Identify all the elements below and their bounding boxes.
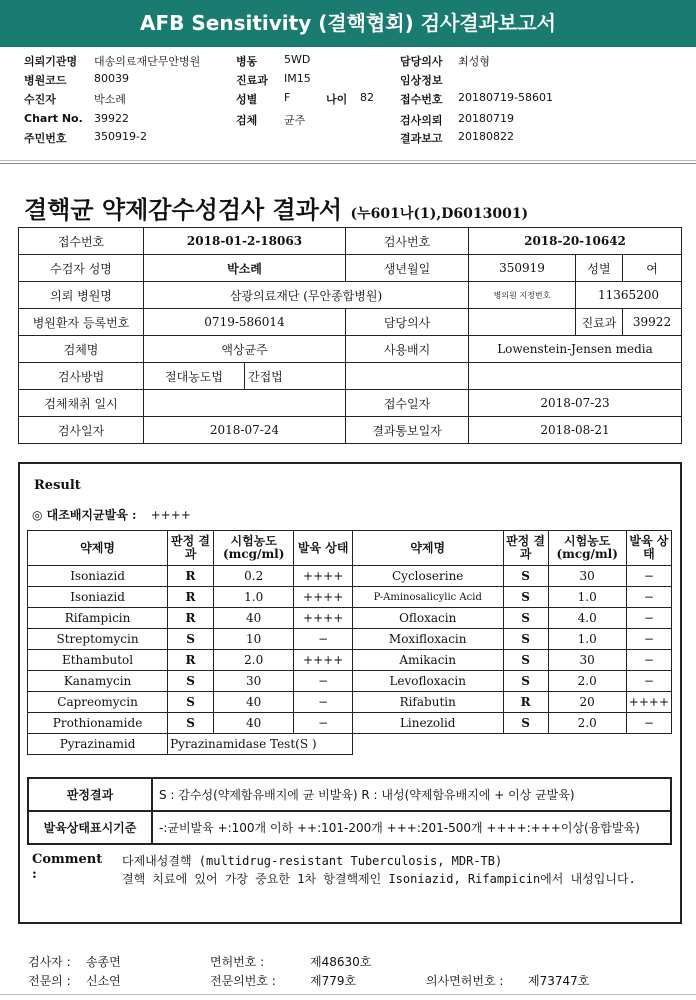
drug-concentration: 10 xyxy=(213,629,293,650)
col-header: 약제명 xyxy=(28,531,168,566)
table-row xyxy=(28,692,672,713)
header-label: 접수번호 xyxy=(400,93,443,106)
header-label: 검체 xyxy=(236,114,258,127)
drug-result: S xyxy=(503,629,548,650)
drug-growth: − xyxy=(626,587,671,608)
col-header: 판정 결과 xyxy=(503,531,548,566)
judge-text: S : 감수성(약제함유배지에 균 비발육) R : 내성(약제함유배지에 + 이상 균발육) xyxy=(152,778,671,811)
info-label: 결과통보일자 xyxy=(346,417,469,444)
drug-name: Kanamycin xyxy=(28,671,168,692)
pza-test: Pyrazinamidase Test(S ) xyxy=(168,734,353,755)
drug-name: Ofloxacin xyxy=(352,608,503,629)
drug-concentration: 30 xyxy=(548,650,626,671)
drug-growth: − xyxy=(294,671,353,692)
header-label: 성별 xyxy=(236,93,258,106)
col-header: 약제명 xyxy=(352,531,503,566)
title-main: 결핵균 약제감수성검사 결과서 xyxy=(24,195,343,224)
drug-growth: ++++ xyxy=(294,566,353,587)
header-value: 균주 xyxy=(284,114,306,127)
comment-label: Comment : xyxy=(32,852,103,882)
info-label: 검체명 xyxy=(19,336,144,363)
header-label: Chart No. xyxy=(24,112,83,125)
control-value: ++++ xyxy=(150,508,191,522)
divider xyxy=(0,163,696,164)
header-label: 수진자 xyxy=(24,93,56,106)
drug-growth: − xyxy=(294,713,353,734)
result-title: Result xyxy=(34,478,81,493)
col-header: 시험농도 (mcg/ml) xyxy=(213,531,293,566)
info-value: 350919 xyxy=(469,255,576,282)
table-row xyxy=(28,671,672,692)
drug-result: R xyxy=(168,650,214,671)
drug-growth: − xyxy=(626,629,671,650)
drug-growth: − xyxy=(626,713,671,734)
info-value: 2018-07-23 xyxy=(469,390,682,417)
growth-text: -:균비발육 +:100개 이하 ++:101-200개 +++:201-500개 ++++:+++이상(융합발육) xyxy=(152,811,671,844)
drug-concentration: 1.0 xyxy=(213,587,293,608)
drug-growth: ++++ xyxy=(294,650,353,671)
info-value: 0719-586014 xyxy=(144,309,346,336)
header-value: 20180822 xyxy=(458,130,514,143)
header-value: 20180719-58601 xyxy=(458,91,553,104)
drug-name: Prothionamide xyxy=(28,713,168,734)
drug-name: Capreomycin xyxy=(28,692,168,713)
info-value: 39922 xyxy=(623,309,682,336)
table-row xyxy=(28,713,672,734)
drug-concentration: 2.0 xyxy=(548,671,626,692)
info-value: 간접법 xyxy=(245,363,346,390)
col-header: 발육 상태 xyxy=(294,531,353,566)
drug-result: S xyxy=(503,650,548,671)
header-value: 대송의료재단무안병원 xyxy=(94,55,201,68)
drug-concentration: 2.0 xyxy=(548,713,626,734)
info-value: 2018-08-21 xyxy=(469,417,682,444)
header-value: 20180719 xyxy=(458,112,514,125)
document-title xyxy=(24,190,528,225)
header-label: 나이 xyxy=(326,93,348,106)
table-row xyxy=(28,608,672,629)
info-value: 2018-01-2-18063 xyxy=(144,228,346,255)
drug-result: S xyxy=(503,566,548,587)
drug-result: R xyxy=(168,566,214,587)
drug-result: S xyxy=(503,671,548,692)
empty-cell xyxy=(352,734,671,755)
header-value: IM15 xyxy=(284,72,311,85)
header-value: F xyxy=(284,91,291,104)
info-value: 삼광의료재단 (무안종합병원) xyxy=(144,282,469,309)
drug-growth: − xyxy=(626,671,671,692)
header-label: 담당의사 xyxy=(400,55,443,68)
info-value: 11365200 xyxy=(576,282,682,309)
info-label: 의뢰 병원명 xyxy=(19,282,144,309)
drug-concentration: 1.0 xyxy=(548,629,626,650)
growth-label: 발육상태표시기준 xyxy=(28,811,152,844)
info-label: 담당의사 xyxy=(346,309,469,336)
info-value: 박소례 xyxy=(144,255,346,282)
info-label: 검사번호 xyxy=(346,228,469,255)
drug-name: Isoniazid xyxy=(28,566,168,587)
drug-growth: − xyxy=(294,629,353,650)
col-header: 시험농도 (mcg/ml) xyxy=(548,531,626,566)
info-label: 접수번호 xyxy=(19,228,144,255)
patient-info-table xyxy=(18,227,682,444)
col-header: 판정 결과 xyxy=(168,531,214,566)
footer-value: 제48630호 xyxy=(310,955,372,969)
header-label: 진료과 xyxy=(236,74,268,87)
drug-growth: − xyxy=(626,566,671,587)
control-label: ◎ 대조배지균발육 : xyxy=(32,508,137,522)
drug-growth: ++++ xyxy=(626,692,671,713)
drug-result: S xyxy=(503,587,548,608)
divider xyxy=(0,994,696,995)
drug-concentration: 2.0 xyxy=(213,650,293,671)
report-banner: AFB Sensitivity (결핵협회) 검사결과보고서 xyxy=(0,0,696,47)
info-label: 성별 xyxy=(576,255,623,282)
drug-result: R xyxy=(503,692,548,713)
drug-concentration: 1.0 xyxy=(548,587,626,608)
footer-value: 제779호 xyxy=(310,974,357,988)
title-code: (누601나(1),D6013001) xyxy=(350,206,529,222)
col-header: 발육 상태 xyxy=(626,531,671,566)
info-label: 병원환자 등록번호 xyxy=(19,309,144,336)
drug-name: Rifampicin xyxy=(28,608,168,629)
drug-growth: ++++ xyxy=(294,608,353,629)
divider xyxy=(0,160,696,161)
drug-name: Cycloserine xyxy=(352,566,503,587)
header-label: 임상정보 xyxy=(400,74,443,87)
drug-name: Streptomycin xyxy=(28,629,168,650)
footer-label: 전문의 : xyxy=(28,974,71,988)
info-empty xyxy=(469,363,682,390)
header-value: 82 xyxy=(360,91,374,104)
info-label: 검사방법 xyxy=(19,363,144,390)
judge-label: 판정결과 xyxy=(28,778,152,811)
footer-value: 송종면 xyxy=(86,955,121,969)
info-value: 여 xyxy=(623,255,682,282)
drug-growth: ++++ xyxy=(294,587,353,608)
header-value: 5WD xyxy=(284,53,311,66)
control-growth xyxy=(32,506,191,523)
header-value: 80039 xyxy=(94,72,129,85)
footer-value: 신소연 xyxy=(86,974,121,988)
header-label: 결과보고 xyxy=(400,132,443,145)
info-label: 병의원 지정번호 xyxy=(469,282,576,309)
drug-result: S xyxy=(168,713,214,734)
table-row xyxy=(28,650,672,671)
info-value: 2018-20-10642 xyxy=(469,228,682,255)
footer-label: 전문의번호 : xyxy=(210,974,276,988)
drug-result: S xyxy=(168,629,214,650)
footer-label: 의사면허번호 : xyxy=(426,974,504,988)
info-label: 진료과 xyxy=(576,309,623,336)
header-value: 350919-2 xyxy=(94,130,147,143)
result-section xyxy=(18,462,682,924)
drug-name: Levofloxacin xyxy=(352,671,503,692)
info-label: 수검자 성명 xyxy=(19,255,144,282)
drug-name: Amikacin xyxy=(352,650,503,671)
drug-name: Rifabutin xyxy=(352,692,503,713)
info-value: 절대농도법 xyxy=(144,363,245,390)
header-value: 최성형 xyxy=(458,55,490,68)
drug-concentration: 4.0 xyxy=(548,608,626,629)
footer-label: 검사자 : xyxy=(28,955,71,969)
info-label: 검체채취 일시 xyxy=(19,390,144,417)
drug-name: Linezolid xyxy=(352,713,503,734)
drug-name: Ethambutol xyxy=(28,650,168,671)
drug-concentration: 40 xyxy=(213,608,293,629)
info-value: 액상균주 xyxy=(144,336,346,363)
drug-name: P-Aminosalicylic Acid xyxy=(352,587,503,608)
header-label: 의뢰기관명 xyxy=(24,55,78,68)
drug-table xyxy=(27,530,672,755)
header-label: 검사의뢰 xyxy=(400,114,443,127)
drug-growth: − xyxy=(294,692,353,713)
header-label: 병원코드 xyxy=(24,74,67,87)
footer-label: 면허번호 : xyxy=(210,955,265,969)
info-value: Lowenstein-Jensen media xyxy=(469,336,682,363)
header-value: 39922 xyxy=(94,112,129,125)
drug-result: S xyxy=(168,692,214,713)
header-label: 병동 xyxy=(236,55,258,68)
drug-result: S xyxy=(168,671,214,692)
drug-concentration: 40 xyxy=(213,692,293,713)
info-label: 사용배지 xyxy=(346,336,469,363)
drug-concentration: 30 xyxy=(213,671,293,692)
drug-result: S xyxy=(503,608,548,629)
drug-concentration: 0.2 xyxy=(213,566,293,587)
table-row xyxy=(28,629,672,650)
drug-concentration: 20 xyxy=(548,692,626,713)
comment-line: 다제내성결핵 (multidrug-resistant Tuberculosis, MDR-TB) xyxy=(122,854,503,868)
header-label: 주민번호 xyxy=(24,132,67,145)
drug-result: S xyxy=(503,713,548,734)
drug-result: R xyxy=(168,608,214,629)
info-value: 2018-07-24 xyxy=(144,417,346,444)
drug-growth: − xyxy=(626,650,671,671)
drug-concentration: 40 xyxy=(213,713,293,734)
table-row xyxy=(28,566,672,587)
drug-concentration: 30 xyxy=(548,566,626,587)
drug-name: Isoniazid xyxy=(28,587,168,608)
pza-name: Pyrazinamid xyxy=(28,734,168,755)
drug-name: Moxifloxacin xyxy=(352,629,503,650)
info-value xyxy=(144,390,346,417)
info-label: 생년월일 xyxy=(346,255,469,282)
comment-line: 결핵 치료에 있어 가장 중요한 1차 항결핵제인 Isoniazid, Rifampicin에서 내성입니다. xyxy=(122,872,636,886)
info-empty xyxy=(346,363,469,390)
table-row xyxy=(28,587,672,608)
criteria-table xyxy=(27,777,672,845)
info-value xyxy=(469,309,576,336)
header-value: 박소례 xyxy=(94,93,126,106)
drug-result: R xyxy=(168,587,214,608)
drug-growth: − xyxy=(626,608,671,629)
info-label: 접수일자 xyxy=(346,390,469,417)
footer-value: 제73747호 xyxy=(528,974,590,988)
info-label: 검사일자 xyxy=(19,417,144,444)
